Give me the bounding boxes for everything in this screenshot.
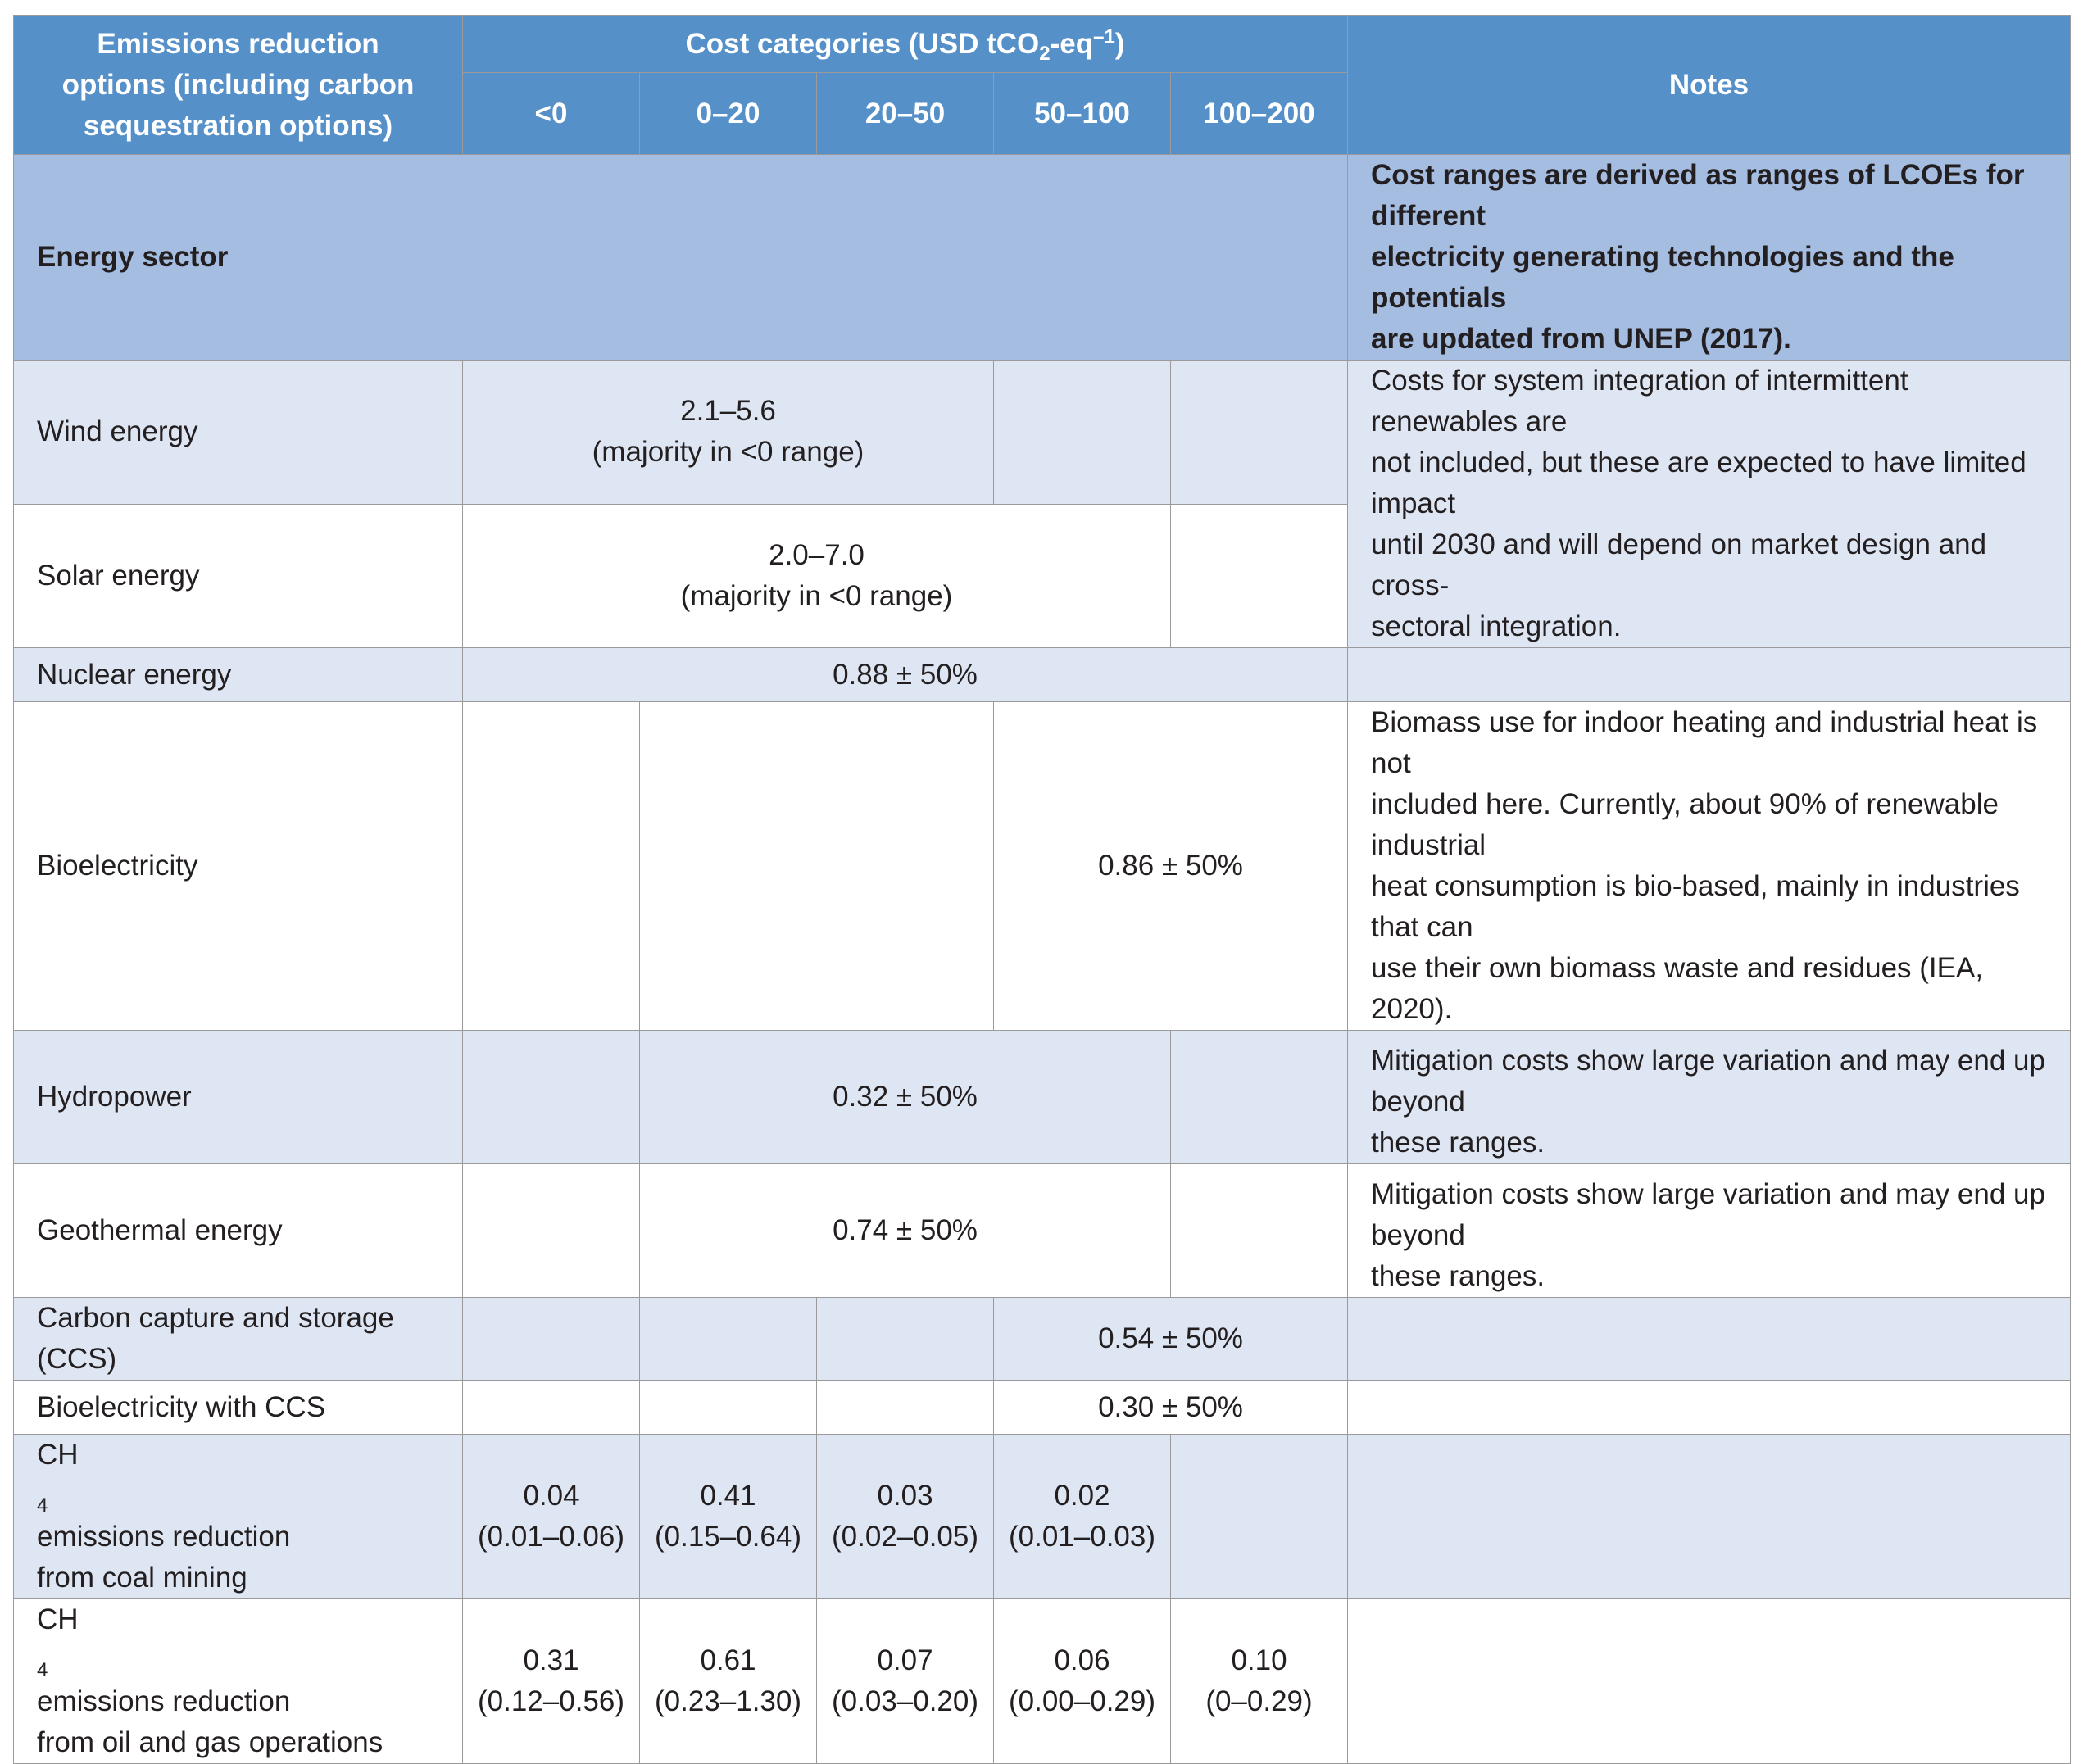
empty-cell (1171, 504, 1348, 648)
empty-note (1348, 648, 2071, 702)
table-row-wind (14, 361, 2071, 505)
option-label-nuclear: Nuclear energy (14, 648, 463, 702)
option-label-ch4-oilgas: CH $_4$ emissions reduction from oil and gas operations (14, 1599, 463, 1764)
value-oilgas-100-200: 0.10 (0–0.29) (1171, 1599, 1348, 1764)
option-label-hydropower: Hydropower (14, 1031, 463, 1164)
empty-cell (1171, 1164, 1348, 1298)
empty-cell (463, 1298, 640, 1381)
table-row-ccs (14, 1298, 2071, 1381)
option-label-beccs: Bioelectricity with CCS (14, 1381, 463, 1435)
option-label-solar: Solar energy (14, 504, 463, 648)
table-row-geothermal (14, 1164, 2071, 1298)
note-wind-solar: Costs for system integration of intermittent renewables are not included, but these are expected to have limited impact until 2030 and will depend on market design and cross- sectoral integration. (1348, 361, 2071, 648)
category-header-100-200: 100–200 (1171, 73, 1348, 155)
empty-cell (994, 361, 1171, 505)
table-row-nuclear (14, 648, 2071, 702)
category-header-lt0: <0 (463, 73, 640, 155)
empty-cell (817, 1381, 994, 1435)
table-row-bioelectricity (14, 702, 2071, 1031)
value-coal-50-100: 0.02 (0.01–0.03) (994, 1435, 1171, 1599)
options-column-header: Emissions reduction options (including carbon sequestration options) (14, 16, 463, 155)
empty-cell (640, 1298, 817, 1381)
empty-cell (463, 1164, 640, 1298)
empty-cell (463, 1381, 640, 1435)
value-oilgas-20-50: 0.07 (0.03–0.20) (817, 1599, 994, 1764)
empty-cell (640, 702, 994, 1031)
empty-note (1348, 1435, 2071, 1599)
empty-note (1348, 1381, 2071, 1435)
cost-categories-header: Cost categories (USD $tCO_2-eq^{-1}$) (463, 16, 1348, 73)
energy-sector-row (14, 155, 2071, 361)
note-geothermal: Mitigation costs show large variation and may end up beyond these ranges. (1348, 1164, 2071, 1298)
value-hydropower: 0.32 ± 50% (640, 1031, 1171, 1164)
empty-cell (1171, 1031, 1348, 1164)
value-oilgas-lt0: 0.31 (0.12–0.56) (463, 1599, 640, 1764)
value-solar: 2.0–7.0 (majority in <0 range) (463, 504, 1171, 648)
empty-note (1348, 1298, 2071, 1381)
value-coal-0-20: 0.41 (0.15–0.64) (640, 1435, 817, 1599)
value-beccs: 0.30 ± 50% (994, 1381, 1348, 1435)
option-label-wind: Wind energy (14, 361, 463, 505)
notes-column-header: Notes (1348, 16, 2071, 155)
value-wind: 2.1–5.6 (majority in <0 range) (463, 361, 994, 505)
mitigation-cost-table (13, 15, 2071, 1764)
option-label-geothermal: Geothermal energy (14, 1164, 463, 1298)
value-oilgas-0-20: 0.61 (0.23–1.30) (640, 1599, 817, 1764)
empty-note (1348, 1599, 2071, 1764)
empty-cell (640, 1381, 817, 1435)
option-label-ccs: Carbon capture and storage (CCS) (14, 1298, 463, 1381)
empty-cell (1171, 361, 1348, 505)
sector-label: Energy sector (14, 155, 1348, 361)
note-hydropower: Mitigation costs show large variation and may end up beyond these ranges. (1348, 1031, 2071, 1164)
value-ccs: 0.54 ± 50% (994, 1298, 1348, 1381)
value-oilgas-50-100: 0.06 (0.00–0.29) (994, 1599, 1171, 1764)
category-header-50-100: 50–100 (994, 73, 1171, 155)
empty-cell (463, 702, 640, 1031)
empty-cell (1171, 1435, 1348, 1599)
table-row-beccs (14, 1381, 2071, 1435)
value-coal-lt0: 0.04 (0.01–0.06) (463, 1435, 640, 1599)
value-bioelectricity: 0.86 ± 50% (994, 702, 1348, 1031)
category-header-20-50: 20–50 (817, 73, 994, 155)
value-coal-20-50: 0.03 (0.02–0.05) (817, 1435, 994, 1599)
sector-note: Cost ranges are derived as ranges of LCOEs for different electricity generating technologies and the potentials are updated from UNEP (2017). (1348, 155, 2071, 361)
value-geothermal: 0.74 ± 50% (640, 1164, 1171, 1298)
note-bioelectricity: Biomass use for indoor heating and industrial heat is not included here. Currently, about 90% of renewable industrial heat consumption is bio-based, mainly in industries that can use their own biomass waste and residues (IEA, 2020). (1348, 702, 2071, 1031)
category-header-0-20: 0–20 (640, 73, 817, 155)
table-row-ch4-oilgas (14, 1599, 2071, 1764)
option-label-bioelectricity: Bioelectricity (14, 702, 463, 1031)
empty-cell (463, 1031, 640, 1164)
table-row-ch4-coal (14, 1435, 2071, 1599)
table-row-hydropower (14, 1031, 2071, 1164)
empty-cell (817, 1298, 994, 1381)
cost-table-container (13, 15, 2071, 1764)
option-label-ch4-coal: CH $_4$ emissions reduction from coal mining (14, 1435, 463, 1599)
value-nuclear: 0.88 ± 50% (463, 648, 1348, 702)
